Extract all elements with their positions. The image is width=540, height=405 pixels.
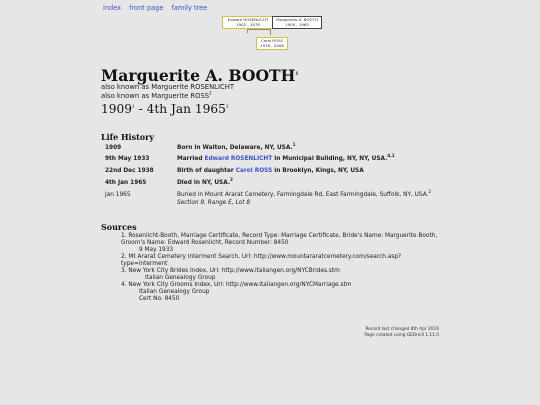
event-date: 4th Jan 1965 [105,180,147,186]
date-separator: - [134,102,147,116]
event-text [177,168,364,174]
event-note: Section 9, Range E, Lot 8 [177,200,251,206]
aka-rosenlicht: also known as Marguerite ROSENLICHT [101,83,234,91]
life-history-heading: Life History [101,132,154,142]
source-line: Italian Genealogy Group [145,275,216,281]
source-line: 1. Rosenlicht-Booth, Marriage Certificate, Record Type: Marriage Certificate, Bride's Name: Marguerite Booth, [121,233,438,239]
source-line: type=interment [121,261,168,267]
source-line: 9 May 1933 [139,247,174,253]
tree-father-years: 1902 - 1978 [236,21,260,27]
tree-self-name: Marguerite A. BOOTH [276,17,318,22]
event-text [177,142,296,151]
source-line: Groom's Name: Edward Rosenlicht, Record Number: 8450 [121,240,289,246]
event-sup: 4,1 [387,153,395,159]
aka-ross-sup: 2 [209,90,212,96]
event-desc: Died in NY, USA. [177,180,231,186]
tree-child-name: Carol ROSS [260,38,284,43]
tree-box-self [272,16,322,29]
event-sup: 1 [292,142,296,148]
person-name-sup: 1 [295,70,299,76]
birth-year: 1909 [101,102,133,116]
event-date: Jan 1965 [105,192,131,198]
event-desc: Born in Walton, Delaware, NY, USA. [177,145,293,151]
mini-tree [0,0,540,60]
tree-self-years: 1909 - 1965 [285,21,309,27]
child-link[interactable]: Carol ROSS [235,168,273,174]
aka-ross-text: also known as Marguerite ROSS [101,92,210,100]
event-sup: 2 [230,177,233,183]
tree-child-years: 1938 - 2006 [260,42,284,48]
spouse-link[interactable]: Edward ROSENLICHT [204,156,273,162]
birth-sup: 1 [132,103,135,109]
source-list [121,233,437,303]
nav-index-link[interactable]: index [103,4,122,12]
event-post: in Municipal Building, NY, NY, USA. [272,156,388,162]
nav-front-page-link[interactable]: front page [129,4,164,12]
sources-heading: Sources [101,222,137,232]
event-post: in Brooklyn, Kings, NY, USA [272,168,364,174]
event-text [177,177,233,186]
tree-father-name: Edward ROSENLICHT [227,17,269,22]
source-line: 2. Mt Ararat Cemetery Interment Search, Url: http://www.mountararatcemetery.com/search.asp? [121,254,402,260]
source-line: 3. New York City Brides Index, Url: http://www.italiangen.org/NYCBrides.stm [121,268,340,274]
nav-family-tree-link[interactable]: family tree [171,4,208,12]
death-sup: 2 [225,103,229,109]
aka-ross [101,92,212,100]
event-sup: 2 [428,189,432,195]
event-date: 9th May 1933 [105,156,150,162]
person-name-text: Marguerite A. BOOTH [101,66,296,85]
tree-connector [270,29,271,35]
page-footer [364,327,439,339]
event-text [177,189,432,198]
source-line: Italian Genealogy Group [139,289,210,295]
created-with: Page created using GEDmill 1.11.0 [364,333,439,338]
last-changed: Record last changed 8th Apr 2016 [365,327,439,332]
event-pre: Married [177,156,205,162]
source-line: 4. New York City Grooms Index, Url: http://www.italiangen.org/NYCMarriage.stm [121,282,352,288]
event-desc: Buried in Mount Ararat Cemetery, Farmingdale Rd, East Farmingdale, Suffolk, NY, USA. [177,192,429,198]
event-pre: Birth of daughter [177,168,236,174]
source-line: Cert No. 8450 [139,296,180,302]
tree-box-child[interactable] [256,37,288,50]
death-date: 4th Jan 1965 [146,102,226,116]
event-date: 22nd Dec 1938 [105,168,154,174]
event-text [177,153,395,162]
tree-box-father[interactable] [222,16,274,29]
life-dates [101,102,229,116]
event-date: 1909 [105,145,122,151]
